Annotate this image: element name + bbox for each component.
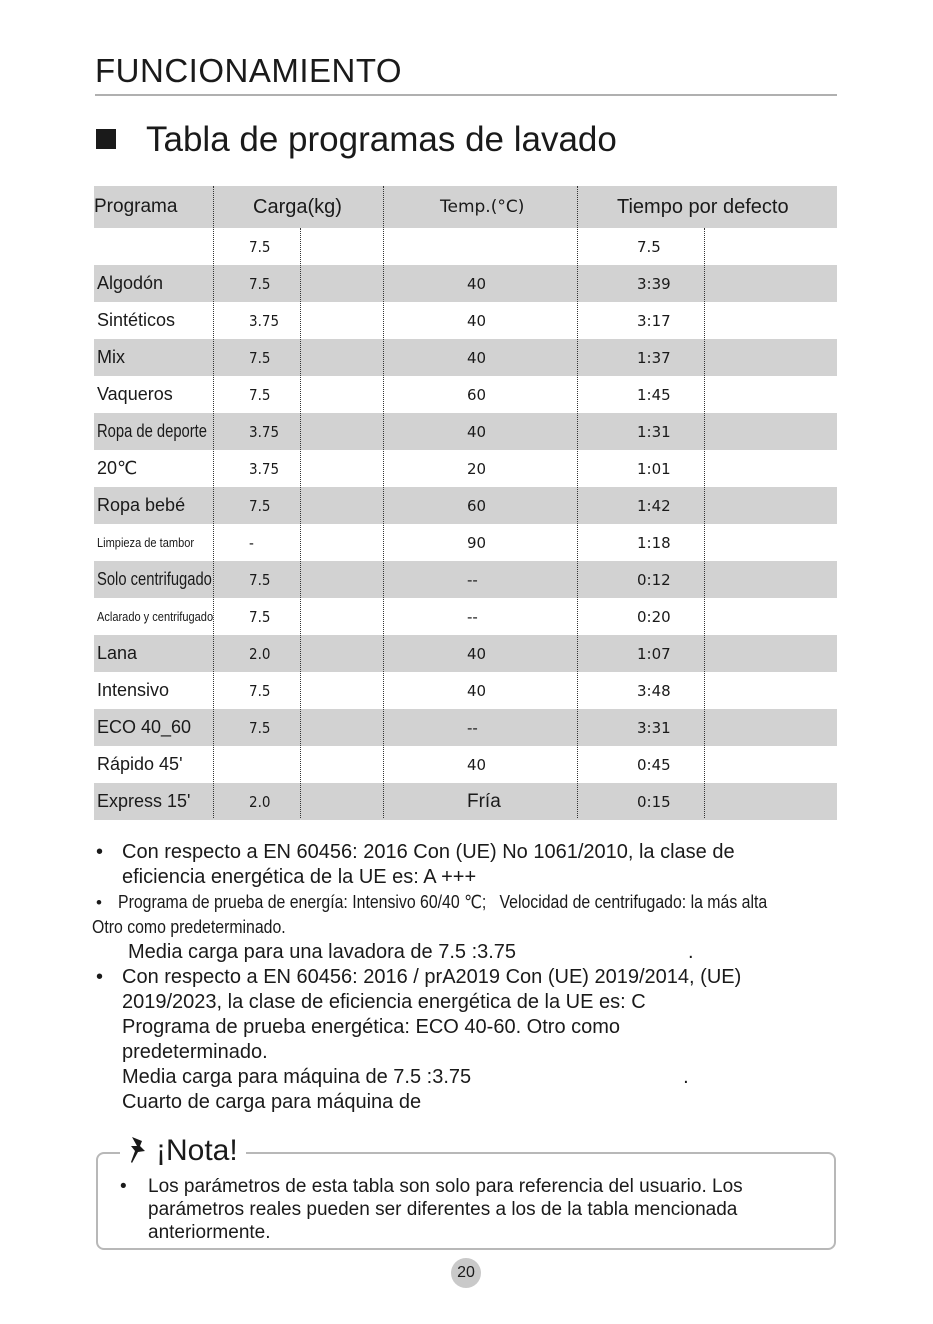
nota-header [120,1134,246,1168]
program-name: ECO 40_60 [97,717,192,737]
note-text: . [688,941,694,963]
temp-value: 40 [467,348,487,367]
temp-value: 60 [467,496,487,515]
table-header-row [94,186,837,228]
temp-value: 40 [467,644,487,663]
load-value: 7.5 [249,348,271,367]
program-name: Mix [97,347,125,367]
nota-text: Los parámetros de esta tabla son solo para referencia del usuario. Los parámetros reales pueden ser diferentes a los de la tabla mencionada anteriormente. [148,1176,743,1243]
program-name: 20℃ [97,458,138,478]
note-text: Con respecto a EN 60456: 2016 Con (UE) No 1061/2010, la clase de [122,841,735,863]
table-row [94,561,837,598]
time-value: 1:07 [637,644,671,663]
note-text: Programa de prueba energética: ECO 40-60. Otro como [122,1016,621,1038]
note-text: predeterminado. [122,1041,268,1063]
load-value: 3.75 [249,311,280,330]
table-row [94,635,837,672]
column-divider [704,228,705,818]
temp-value: 40 [467,755,487,774]
column-divider [300,228,301,818]
time-value: 3:31 [637,718,671,737]
load-value: 7.5 [249,496,271,515]
note-half-load-1 [92,940,852,965]
time-value: 0:45 [637,755,671,774]
note-text: Media carga para una lavadora de 7.5 :3.75 [128,941,517,963]
column-divider [383,186,384,818]
temp-value: 20 [467,459,487,478]
load-value: 2.0 [249,792,271,811]
time-value: 1:42 [637,496,671,515]
program-name: Vaqueros [97,384,173,404]
note-text: . [683,1066,689,1088]
table-subheader-row [94,228,837,265]
time-value: 1:45 [637,385,671,404]
notes-section [92,840,852,1115]
temp-value: -- [467,718,478,737]
temp-value: 60 [467,385,487,404]
table-row [94,413,837,450]
table-row [94,376,837,413]
note-text: Otro como predeterminado. [92,917,286,937]
nota-content [120,1175,820,1244]
temp-value: 40 [467,311,487,330]
bullet-icon: • [96,841,104,863]
page-number: 20 [451,1258,481,1288]
time-value: 3:39 [637,274,671,293]
note-text: Programa de prueba de energía: Intensivo 60/40 ℃; [118,892,487,912]
load-value: 7.5 [249,607,271,626]
time-value: 1:37 [637,348,671,367]
time-value: 1:18 [637,533,671,552]
load-value: 7.5 [249,274,271,293]
load-value: 7.5 [249,385,271,404]
table-row [94,302,837,339]
nota-title: ¡Nota! [156,1134,238,1167]
load-value: 3.75 [249,422,280,441]
table-row [94,524,837,561]
note-text: Media carga para máquina de 7.5 :3.75 [122,1066,472,1088]
program-name: Ropa bebé [97,495,186,515]
temp-value: Fría [467,790,501,812]
header-programa: Programa [94,196,178,217]
program-name: Algodón [97,273,164,293]
subheader-carga: 7.5 [249,237,271,256]
section-title: Tabla de programas de lavado [146,120,617,159]
temp-value: 90 [467,533,487,552]
load-value [249,746,289,783]
table-body [94,265,837,820]
table-row [94,265,837,302]
square-bullet-icon [96,129,116,149]
subheader-tiempo: 7.5 [637,237,661,256]
temp-value: 40 [467,681,487,700]
bullet-icon: • [96,966,104,988]
note-energy-class-2 [92,965,852,1115]
header-carga: Carga(kg) [253,195,342,218]
header-temp: Temp.(°C) [440,197,525,217]
program-name: Limpieza de tambor [97,535,195,550]
load-value: 7.5 [249,681,271,700]
program-name: Solo centrifugado [97,569,212,589]
program-name: Intensivo [97,680,170,700]
program-name: Lana [97,643,138,663]
page-header: FUNCIONAMIENTO [95,52,403,89]
note-text: Con respecto a EN 60456: 2016 / prA2019 Con (UE) 2019/2014, (UE) [122,966,742,988]
note-text: 2019/2023, la clase de eficiencia energética de la UE es: C [122,991,646,1013]
header-divider [95,94,837,96]
temp-value: -- [467,607,478,626]
table-row [94,339,837,376]
bullet-icon: • [96,893,102,912]
bullet-icon: • [120,1176,127,1197]
pushpin-icon [128,1135,150,1167]
time-value: 1:31 [637,422,671,441]
load-value: 3.75 [249,459,280,478]
temp-value: -- [467,570,478,589]
time-value: 3:48 [637,681,671,700]
program-name: Ropa de deporte [97,421,207,441]
time-value: 1:01 [637,459,671,478]
load-value: 2.0 [249,644,271,663]
load-value: - [249,533,254,552]
column-divider [577,186,578,818]
note-text: Cuarto de carga para máquina de [122,1091,422,1113]
program-name: Aclarado y centrifugado [97,609,214,624]
column-divider [213,186,214,818]
note-text: eficiencia energética de la UE es: A +++ [122,866,477,888]
load-value: 7.5 [249,718,271,737]
temp-value: 40 [467,422,487,441]
program-table [94,186,837,820]
time-value: 3:17 [637,311,671,330]
table-row [94,598,837,635]
note-energy-class-1 [92,840,852,890]
time-value: 0:15 [637,792,671,811]
temp-value: 40 [467,274,487,293]
program-name: Rápido 45' [97,754,183,774]
time-value: 0:20 [637,607,671,626]
program-name: Sintéticos [97,310,176,330]
program-name: Express 15' [97,791,191,811]
note-text: Velocidad de centrifugado: la más alta [499,892,768,912]
table-row [94,672,837,709]
table-row [94,783,837,820]
note-test-program-1 [92,890,852,915]
header-tiempo: Tiempo por defecto [617,195,789,218]
table-row [94,746,837,783]
table-row [94,450,837,487]
time-value: 0:12 [637,570,671,589]
load-value: 7.5 [249,570,271,589]
table-row [94,487,837,524]
table-row [94,709,837,746]
